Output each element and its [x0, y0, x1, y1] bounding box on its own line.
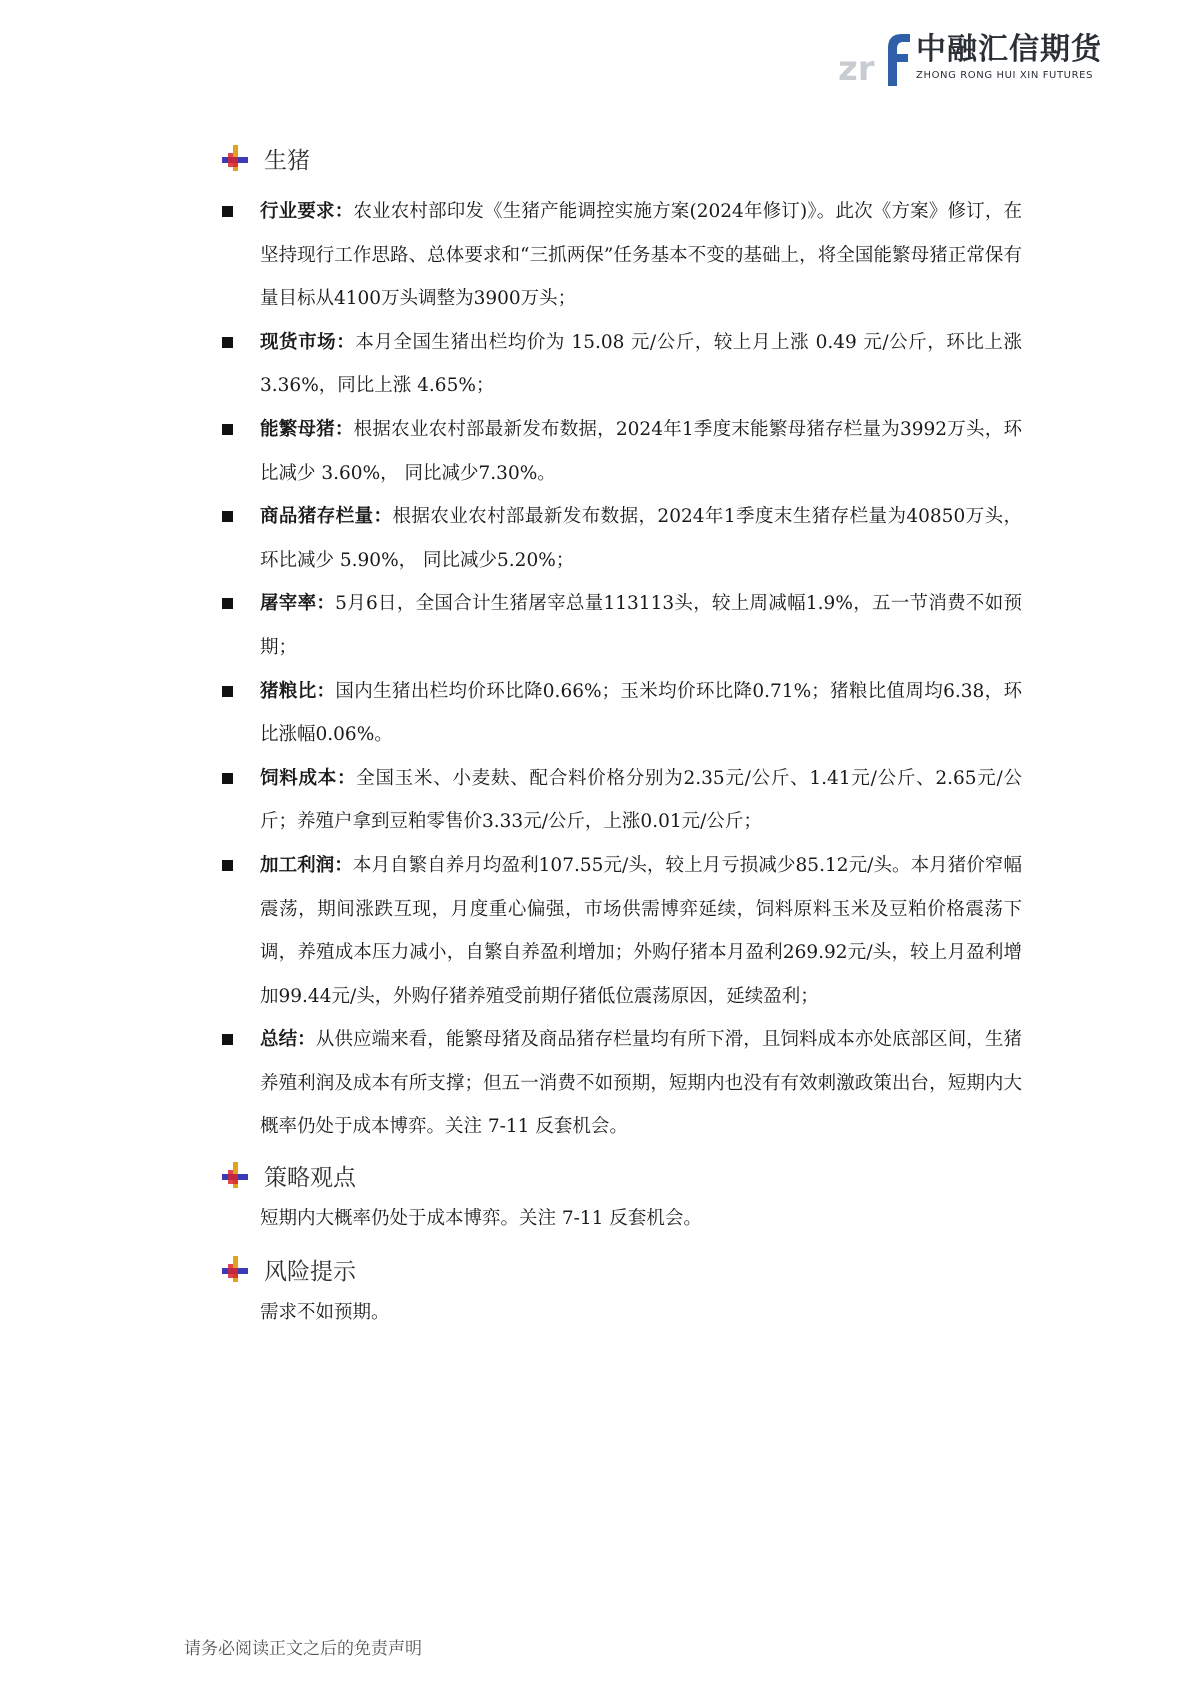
square-bullet-icon — [222, 424, 233, 435]
square-bullet-icon — [222, 1034, 233, 1045]
item-label: 总结： — [260, 1029, 316, 1051]
report-content — [222, 136, 1022, 1335]
logo-english-name: ZHONG RONG HUI XIN FUTURES — [916, 70, 1094, 81]
item-label: 屠宰率： — [260, 593, 336, 615]
strategy-text: 短期内大概率仍处于成本博弈。关注 7-11 反套机会。 — [260, 1208, 702, 1230]
section-title: 风险提示 — [264, 1258, 356, 1285]
section-marker-icon — [222, 1162, 248, 1188]
list-item — [222, 1018, 1022, 1149]
list-item — [222, 190, 1022, 321]
list-item — [222, 495, 1022, 582]
list-item — [222, 757, 1022, 844]
square-bullet-icon — [222, 206, 233, 217]
bullet-list — [222, 190, 1022, 1149]
list-item — [222, 582, 1022, 669]
item-text: 根据农业农村部最新发布数据，2024年1季度末能繁母猪存栏量为3992万头，环比减少 3.60%， 同比减少7.30%。 — [260, 418, 1022, 484]
section-heading-risk — [222, 1247, 1022, 1291]
section-marker-icon — [222, 1256, 248, 1282]
item-text: 本月自繁自养月均盈利107.55元/头，较上月亏损减少85.12元/头。本月猪价窄幅震荡，期间涨跌互现，月度重心偏强，市场供需博弈延续，饲料原料玉米及豆粕价格震荡下调，养殖成本压力减小，自繁自养盈利增加；外购仔猪本月盈利269.92元/头，较上月盈利增加99.44元/头，外购仔猪养殖受前期仔猪低位震荡原因，延续盈利； — [260, 854, 1022, 1007]
section-heading-pig — [222, 136, 1022, 180]
item-label: 猪粮比： — [260, 680, 336, 702]
item-text: 根据农业农村部最新发布数据，2024年1季度末生猪存栏量为40850万头，环比减少 5.90%， 同比减少5.20%； — [260, 506, 1022, 571]
risk-text: 需求不如预期。 — [260, 1302, 390, 1324]
item-text: 5月6日，全国合计生猪屠宰总量113113头，较上周减幅1.9%，五一节消费不如预期； — [260, 593, 1022, 658]
item-label: 能繁母猪： — [260, 418, 354, 440]
zrf-logo-mark-icon — [836, 28, 912, 88]
item-label: 饲料成本： — [260, 767, 357, 789]
item-text: 本月全国生猪出栏均价为 15.08 元/公斤，较上月上涨 0.49 元/公斤，环比上涨3.36%，同比上涨 4.65%； — [260, 331, 1022, 397]
svg-text:zr: zr — [838, 49, 875, 88]
section-marker-icon — [222, 145, 248, 171]
item-text: 从供应端来看，能繁母猪及商品猪存栏量均有所下滑，且饲料成本亦处底部区间，生猪养殖利润及成本有所支撑；但五一消费不如预期，短期内也没有有效刺激政策出台，短期内大概率仍处于成本博弈。关注 7-11 反套机会。 — [260, 1029, 1022, 1138]
item-text: 全国玉米、小麦麸、配合料价格分别为2.35元/公斤、1.41元/公斤、2.65元/公斤；养殖户拿到豆粕零售价3.33元/公斤，上涨0.01元/公斤； — [260, 767, 1022, 833]
section-heading-strategy — [222, 1153, 1022, 1197]
company-logo — [836, 28, 1102, 88]
item-label: 商品猪存栏量： — [260, 506, 393, 528]
square-bullet-icon — [222, 511, 233, 522]
square-bullet-icon — [222, 598, 233, 609]
logo-chinese-name: 中融汇信期货 — [916, 32, 1102, 67]
item-text: 国内生猪出栏均价环比降0.66%；玉米均价环比降0.71%；猪粮比值周均6.38，环比涨幅0.06%。 — [260, 680, 1022, 746]
square-bullet-icon — [222, 337, 233, 348]
item-label: 现货市场： — [260, 331, 356, 353]
square-bullet-icon — [222, 860, 233, 871]
list-item — [222, 321, 1022, 408]
list-item — [222, 844, 1022, 1018]
item-label: 行业要求： — [260, 201, 354, 222]
item-label: 加工利润： — [260, 854, 353, 876]
item-text: 农业农村部印发《生猪产能调控实施方案(2024年修订)》。此次《方案》修订，在坚持现行工作思路、总体要求和“三抓两保”任务基本不变的基础上，将全国能繁母猪正常保有量目标从4100万头调整为3900万头； — [260, 201, 1022, 310]
disclaimer-footer: 请务必阅读正文之后的免责声明 — [184, 1639, 422, 1659]
section-title: 策略观点 — [264, 1164, 356, 1191]
square-bullet-icon — [222, 773, 233, 784]
section-title: 生猪 — [264, 147, 310, 174]
list-item — [222, 670, 1022, 757]
list-item — [222, 408, 1022, 495]
square-bullet-icon — [222, 686, 233, 697]
